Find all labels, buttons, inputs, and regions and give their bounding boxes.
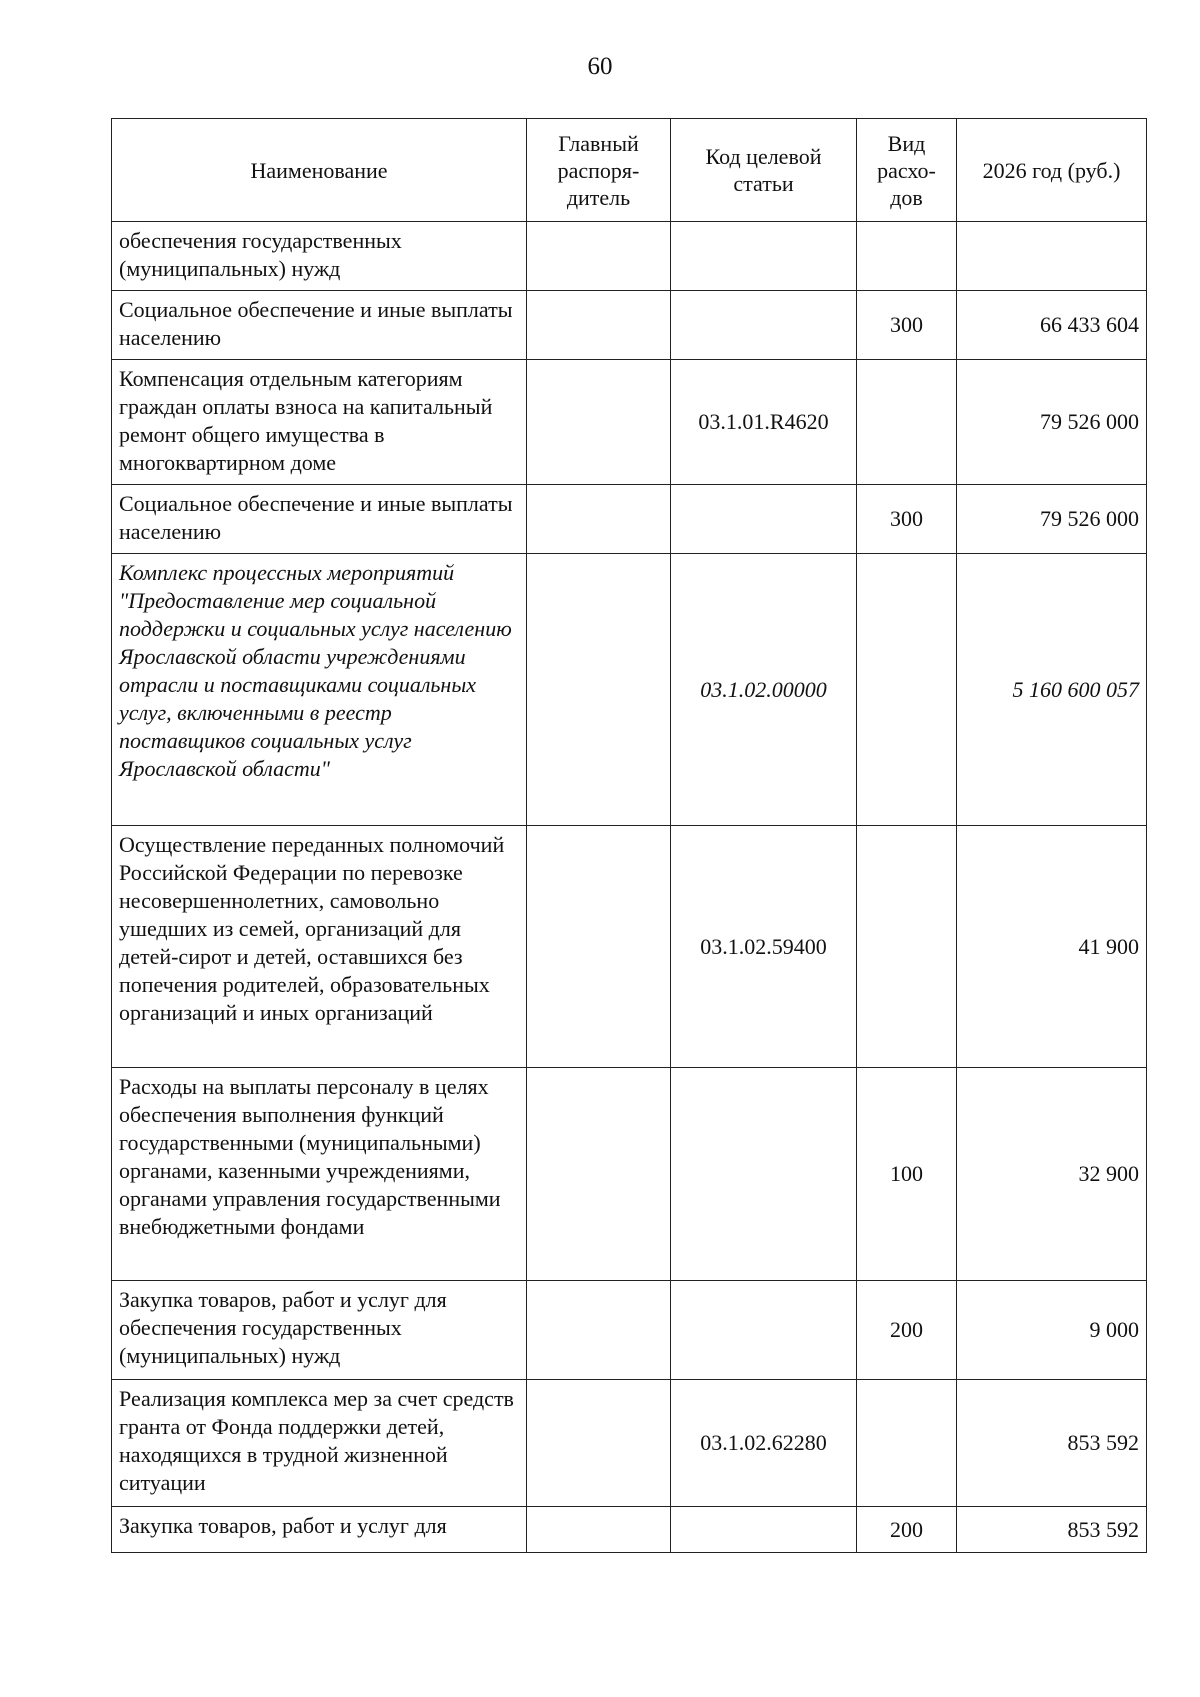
row-name: Закупка товаров, работ и услуг для обеспечения государственных (муниципальных) нужд — [112, 1281, 527, 1380]
row-amount: 79 526 000 — [957, 485, 1147, 554]
row-type — [857, 1380, 957, 1507]
row-name: Расходы на выплаты персоналу в целях обеспечения выполнения функций государственными (муниципальными) органами, казенными учреждениями, органами управления государственными внебюджетными фондами — [112, 1068, 527, 1281]
row-type — [857, 222, 957, 291]
row-code — [671, 1507, 857, 1553]
header-manager: Главный распоря-дитель — [527, 119, 671, 222]
row-code — [671, 1281, 857, 1380]
row-code: 03.1.02.00000 — [671, 554, 857, 826]
table-body — [112, 222, 1147, 1553]
row-amount: 853 592 — [957, 1507, 1147, 1553]
header-amount: 2026 год (руб.) — [957, 119, 1147, 222]
row-code — [671, 485, 857, 554]
row-amount: 66 433 604 — [957, 291, 1147, 360]
row-name: Закупка товаров, работ и услуг для — [112, 1507, 527, 1553]
row-name: Компенсация отдельным категориям граждан оплаты взноса на капитальный ремонт общего имущества в многоквартирном доме — [112, 360, 527, 485]
row-type — [857, 360, 957, 485]
row-amount: 32 900 — [957, 1068, 1147, 1281]
row-amount: 9 000 — [957, 1281, 1147, 1380]
row-name: Комплекс процессных мероприятий "Предоставление мер социальной поддержки и социальных услуг населению Ярославской области учреждениями отрасли и поставщиками социальных услуг, включенными в реестр поставщиков социальных услуг Ярославской области" — [112, 554, 527, 826]
page-number: 60 — [587, 53, 613, 80]
row-name: Реализация комплекса мер за счет средств гранта от Фонда поддержки детей, находящихся в трудной жизненной ситуации — [112, 1380, 527, 1507]
row-type: 100 — [857, 1068, 957, 1281]
row-name: Осуществление переданных полномочий Российской Федерации по перевозке несовершеннолетних, самовольно ушедших из семей, организаций для детей-сирот и детей, оставшихся без попечения родителей, образовательных организаций и иных организаций — [112, 826, 527, 1068]
table-row — [112, 826, 1147, 1068]
table-row — [112, 222, 1147, 291]
row-amount: 79 526 000 — [957, 360, 1147, 485]
header-type: Вид расхо-дов — [857, 119, 957, 222]
row-code — [671, 1068, 857, 1281]
row-name: Социальное обеспечение и иные выплаты населению — [112, 485, 527, 554]
table-row — [112, 291, 1147, 360]
row-name: обеспечения государственных (муниципальных) нужд — [112, 222, 527, 291]
header-name: Наименование — [112, 119, 527, 222]
row-amount: 5 160 600 057 — [957, 554, 1147, 826]
table-row — [112, 1281, 1147, 1380]
row-code — [671, 291, 857, 360]
table-row — [112, 1507, 1147, 1553]
row-amount: 853 592 — [957, 1380, 1147, 1507]
row-type: 200 — [857, 1507, 957, 1553]
row-manager — [527, 826, 671, 1068]
header-code: Код целевой статьи — [671, 119, 857, 222]
row-type: 300 — [857, 485, 957, 554]
table-row — [112, 554, 1147, 826]
table-row — [112, 360, 1147, 485]
row-name: Социальное обеспечение и иные выплаты населению — [112, 291, 527, 360]
row-manager — [527, 1068, 671, 1281]
row-manager — [527, 222, 671, 291]
row-type — [857, 826, 957, 1068]
row-type — [857, 554, 957, 826]
row-type: 300 — [857, 291, 957, 360]
table-header-row — [112, 119, 1147, 222]
row-code: 03.1.02.62280 — [671, 1380, 857, 1507]
row-manager — [527, 1281, 671, 1380]
row-manager — [527, 554, 671, 826]
table-row — [112, 1068, 1147, 1281]
row-manager — [527, 1507, 671, 1553]
row-manager — [527, 291, 671, 360]
row-manager — [527, 360, 671, 485]
table-row — [112, 485, 1147, 554]
row-manager — [527, 485, 671, 554]
row-code: 03.1.01.R4620 — [671, 360, 857, 485]
row-code — [671, 222, 857, 291]
row-manager — [527, 1380, 671, 1507]
row-amount: 41 900 — [957, 826, 1147, 1068]
table-row — [112, 1380, 1147, 1507]
row-amount — [957, 222, 1147, 291]
row-type: 200 — [857, 1281, 957, 1380]
row-code: 03.1.02.59400 — [671, 826, 857, 1068]
budget-table — [111, 118, 1147, 1553]
